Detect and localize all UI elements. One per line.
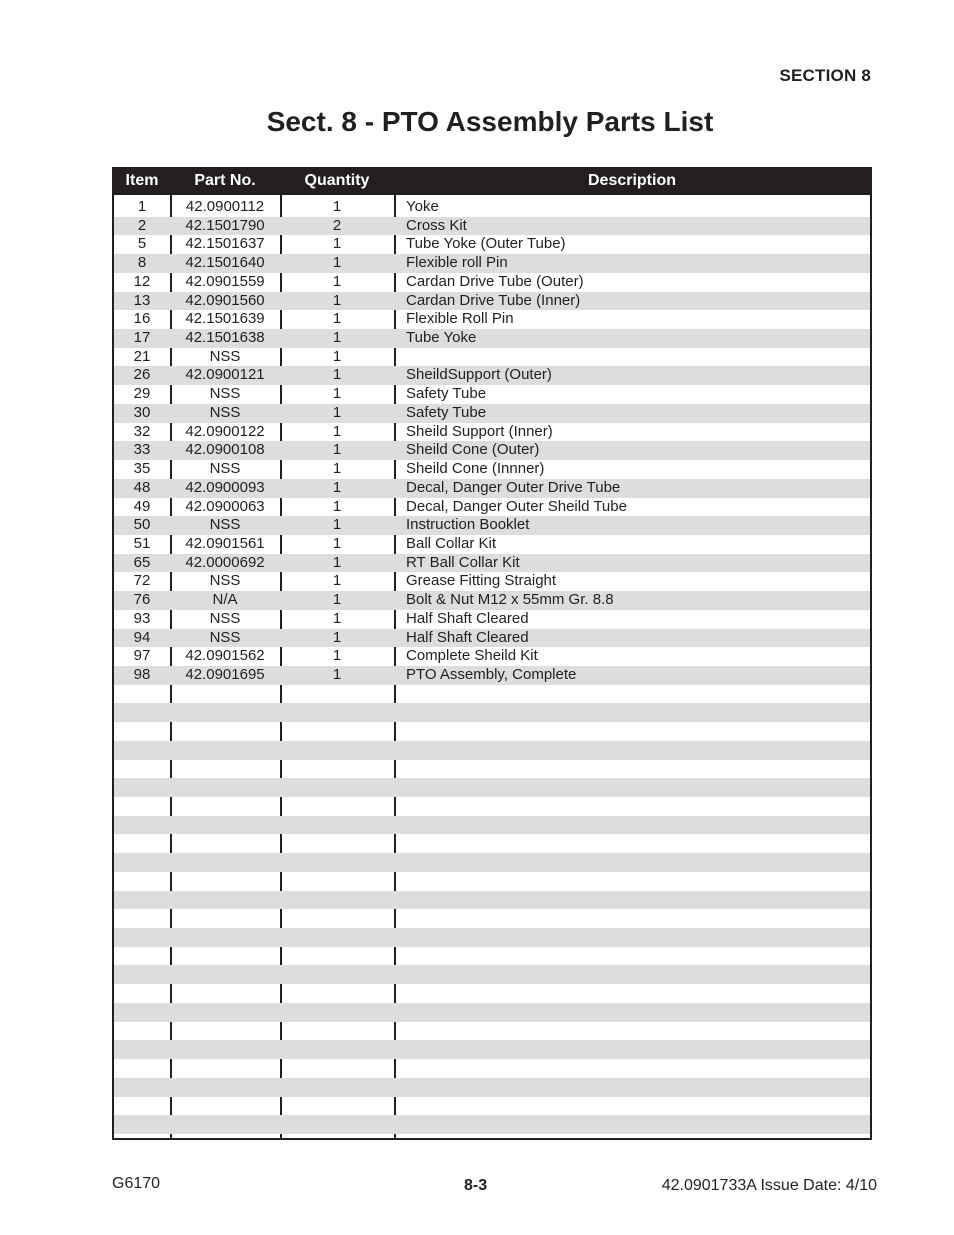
cell-quantity [280,778,394,797]
cell-item: 13 [133,291,151,309]
table-row [114,479,870,498]
table-row [114,1097,870,1116]
cell-description [394,909,870,928]
cell-part-no: 42.1501790 [185,216,265,234]
cell-quantity: 1 [332,591,342,609]
cell-description: Complete Sheild Kit [406,647,538,665]
cell-item: 35 [133,460,151,478]
cell-description: Sheild Cone (Outer) [406,441,540,459]
table-row [114,441,870,460]
cell-item: 94 [133,628,151,646]
table-row [114,385,870,404]
cell-part-no: 42.0901560 [185,291,265,309]
cell-quantity: 1 [332,478,342,496]
cell-quantity [280,1003,394,1022]
cell-quantity [280,928,394,947]
cell-item: 29 [133,385,151,403]
table-row [114,217,870,236]
cell-description: Decal, Danger Outer Sheild Tube [406,497,627,515]
cell-part-no [170,1115,280,1134]
cell-item: 65 [133,553,151,571]
cell-item: 48 [133,478,151,496]
table-row [114,423,870,442]
cell-item: 50 [133,516,151,534]
table-row [114,348,870,367]
page-title: Sect. 8 - PTO Assembly Parts List [266,106,714,137]
table-row [114,1040,870,1059]
cell-quantity [280,1040,394,1059]
cell-part-no [170,872,280,891]
table-row [114,891,870,910]
cell-item [114,685,170,704]
table-row [114,198,870,217]
cell-item [114,741,170,760]
table-row [114,703,870,722]
cell-quantity: 1 [332,403,342,421]
cell-item: 5 [137,235,147,253]
cell-description [394,703,870,722]
cell-part-no [170,816,280,835]
cell-part-no: 42.0900108 [185,441,265,459]
cell-quantity [280,909,394,928]
cell-part-no: 42.0901562 [185,647,265,665]
cell-part-no: NSS [209,609,241,627]
cell-part-no [170,965,280,984]
table-row [114,460,870,479]
cell-description [394,834,870,853]
table-row [114,872,870,891]
table-row [114,741,870,760]
cell-quantity [280,741,394,760]
cell-description: Sheild Support (Inner) [406,422,553,440]
cell-quantity [280,965,394,984]
cell-item [114,1097,170,1116]
table-row [114,310,870,329]
cell-part-no: NSS [209,516,241,534]
cell-item [114,928,170,947]
cell-item [114,909,170,928]
cell-part-no: NSS [209,460,241,478]
cell-part-no [170,741,280,760]
cell-part-no [170,1078,280,1097]
cell-item: 1 [137,198,147,215]
cell-quantity [280,947,394,966]
column-header-item: Item [125,172,159,189]
cell-description [394,1040,870,1059]
cell-description: SheildSupport (Outer) [406,366,552,384]
cell-quantity [280,853,394,872]
cell-quantity [280,1059,394,1078]
cell-quantity [280,1078,394,1097]
cell-item [114,834,170,853]
cell-description [394,1097,870,1116]
cell-part-no: 42.0900063 [185,497,265,515]
cell-part-no: 42.1501638 [185,329,265,347]
table-row [114,666,870,685]
cell-quantity [280,703,394,722]
cell-part-no [170,685,280,704]
cell-description: Safety Tube [406,403,487,421]
cell-quantity: 1 [332,329,342,347]
cell-item [114,797,170,816]
cell-quantity: 1 [332,254,342,272]
column-header-part-no: Part No. [194,172,256,189]
cell-part-no [170,928,280,947]
cell-quantity: 2 [332,216,342,234]
cell-quantity [280,1022,394,1041]
table-row [114,572,870,591]
cell-part-no: 42.1501640 [185,254,265,272]
table-row [114,722,870,741]
cell-description [394,722,870,741]
section-label: SECTION 8 [779,66,871,85]
cell-item: 93 [133,609,151,627]
table-row [114,329,870,348]
cell-item: 21 [133,347,151,365]
cell-quantity [280,760,394,779]
cell-item: 76 [133,591,151,609]
cell-quantity [280,1097,394,1116]
table-row [114,516,870,535]
cell-quantity [280,1115,394,1134]
cell-description [394,1022,870,1041]
cell-item [114,947,170,966]
cell-quantity: 1 [332,534,342,552]
cell-part-no: 42.0900121 [185,366,265,384]
cell-item [114,1003,170,1022]
table-row [114,1078,870,1097]
cell-description [394,965,870,984]
cell-quantity: 1 [332,572,342,590]
cell-quantity: 1 [332,628,342,646]
cell-description: Half Shaft Cleared [406,628,529,646]
table-body [114,198,870,1138]
cell-quantity: 1 [332,609,342,627]
cell-description [394,797,870,816]
table-row [114,498,870,517]
cell-part-no [170,853,280,872]
cell-part-no [170,909,280,928]
table-row [114,760,870,779]
table-row [114,629,870,648]
cell-item [114,760,170,779]
cell-quantity: 1 [332,647,342,665]
cell-item [114,722,170,741]
table-row [114,647,870,666]
cell-part-no: 42.0901695 [185,665,265,683]
cell-item [114,872,170,891]
table-header [114,167,870,195]
cell-description [394,685,870,704]
table-row [114,235,870,254]
table-row [114,947,870,966]
cell-part-no [170,1022,280,1041]
cell-part-no: NSS [209,572,241,590]
cell-description [394,853,870,872]
cell-part-no: 42.1501637 [185,235,265,253]
cell-description: Tube Yoke [406,329,477,347]
cell-item [114,984,170,1003]
cell-item: 16 [133,310,151,328]
cell-quantity: 1 [332,441,342,459]
table-row [114,778,870,797]
cell-description: Sheild Cone (Innner) [406,460,545,478]
column-header-description: Description [587,172,676,189]
cell-item: 97 [133,647,151,665]
cell-item [114,965,170,984]
table-row [114,535,870,554]
column-header-quantity: Quantity [304,172,370,189]
cell-description: Safety Tube [406,385,487,403]
cell-quantity: 1 [332,272,342,290]
cell-quantity: 1 [332,553,342,571]
cell-quantity: 1 [332,385,342,403]
table-row [114,984,870,1003]
cell-quantity [280,722,394,741]
table-row [114,1115,870,1134]
cell-description [394,348,870,367]
cell-item [114,1115,170,1134]
footer-page-number: 8-3 [464,1177,488,1194]
cell-item: 72 [133,572,151,590]
cell-quantity: 1 [332,422,342,440]
cell-part-no [170,947,280,966]
cell-quantity [280,797,394,816]
cell-quantity: 1 [332,665,342,683]
cell-description: Grease Fitting Straight [406,572,557,590]
table-row [114,366,870,385]
table-row [114,404,870,423]
cell-quantity: 1 [332,347,342,365]
cell-part-no: NSS [209,628,241,646]
table-row [114,816,870,835]
cell-description: Ball Collar Kit [406,534,497,552]
cell-part-no [170,703,280,722]
table-row [114,292,870,311]
table-row [114,834,870,853]
cell-description [394,928,870,947]
cell-part-no [170,1097,280,1116]
cell-quantity [280,984,394,1003]
cell-item [114,1040,170,1059]
cell-part-no [170,797,280,816]
cell-description [394,1078,870,1097]
cell-quantity [280,834,394,853]
cell-part-no [170,760,280,779]
cell-part-no: NSS [209,403,241,421]
cell-description: Yoke [406,198,439,215]
table-row [114,591,870,610]
cell-description: PTO Assembly, Complete [406,665,577,683]
cell-item: 17 [133,329,151,347]
cell-quantity [280,816,394,835]
cell-description [394,1115,870,1134]
cell-description: Instruction Booklet [406,516,530,534]
cell-part-no: 42.1501639 [185,310,265,328]
cell-part-no: NSS [209,385,241,403]
table-row [114,254,870,273]
cell-part-no: 42.0900112 [185,198,265,215]
cell-description: Flexible Roll Pin [406,310,514,328]
cell-description: Cardan Drive Tube (Inner) [406,291,581,309]
cell-quantity [280,872,394,891]
cell-item [114,853,170,872]
cell-description: Half Shaft Cleared [406,609,529,627]
cell-item [114,816,170,835]
cell-quantity: 1 [332,198,342,215]
cell-item [114,703,170,722]
table-row [114,928,870,947]
cell-part-no: 42.0900093 [185,478,265,496]
cell-quantity [280,685,394,704]
cell-part-no [170,722,280,741]
footer-model: G6170 [112,1175,161,1192]
table-row [114,554,870,573]
cell-description [394,760,870,779]
cell-description: Flexible roll Pin [406,254,508,272]
table-row [114,1003,870,1022]
cell-item: 51 [133,534,151,552]
cell-description [394,1003,870,1022]
cell-description: Tube Yoke (Outer Tube) [406,235,566,253]
table-row [114,853,870,872]
cell-description [394,947,870,966]
cell-description: Bolt & Nut M12 x 55mm Gr. 8.8 [406,591,614,609]
cell-quantity: 1 [332,291,342,309]
cell-item: 49 [133,497,151,515]
cell-description [394,872,870,891]
cell-description: Cardan Drive Tube (Outer) [406,272,584,290]
table-row [114,685,870,704]
footer-doc-issue: 42.0901733A Issue Date: 4/10 [661,1177,877,1194]
parts-table [112,167,872,1140]
cell-item [114,891,170,910]
cell-quantity: 1 [332,235,342,253]
cell-part-no [170,984,280,1003]
cell-item: 2 [137,216,147,234]
cell-quantity: 1 [332,460,342,478]
cell-part-no: 42.0901559 [185,272,265,290]
cell-description: RT Ball Collar Kit [406,553,520,571]
cell-quantity: 1 [332,366,342,384]
cell-part-no: N/A [212,591,238,609]
cell-item [114,778,170,797]
cell-description [394,816,870,835]
cell-part-no: 42.0901561 [185,534,265,552]
cell-part-no [170,891,280,910]
cell-item: 33 [133,441,151,459]
cell-item [114,1022,170,1041]
cell-part-no: 42.0900122 [185,422,265,440]
cell-quantity: 1 [332,516,342,534]
cell-item: 32 [133,422,151,440]
cell-item: 98 [133,665,151,683]
cell-description: Decal, Danger Outer Drive Tube [406,478,621,496]
table-row [114,797,870,816]
cell-item: 12 [133,272,151,290]
cell-part-no [170,778,280,797]
cell-description [394,778,870,797]
table-row [114,1022,870,1041]
cell-quantity: 1 [332,310,342,328]
cell-part-no: NSS [209,347,241,365]
cell-item: 26 [133,366,151,384]
cell-description [394,984,870,1003]
cell-description [394,741,870,760]
table-row [114,1059,870,1078]
cell-description: Cross Kit [406,216,467,234]
cell-part-no: 42.0000692 [185,553,265,571]
table-row [114,965,870,984]
cell-quantity: 1 [332,497,342,515]
cell-description [394,891,870,910]
cell-item [114,1059,170,1078]
cell-part-no [170,1040,280,1059]
cell-description [394,1059,870,1078]
table-row [114,909,870,928]
cell-part-no [170,834,280,853]
cell-quantity [280,891,394,910]
cell-item [114,1078,170,1097]
cell-item: 8 [137,254,147,272]
table-row [114,610,870,629]
table-row [114,273,870,292]
cell-item: 30 [133,403,151,421]
cell-part-no [170,1059,280,1078]
cell-part-no [170,1003,280,1022]
